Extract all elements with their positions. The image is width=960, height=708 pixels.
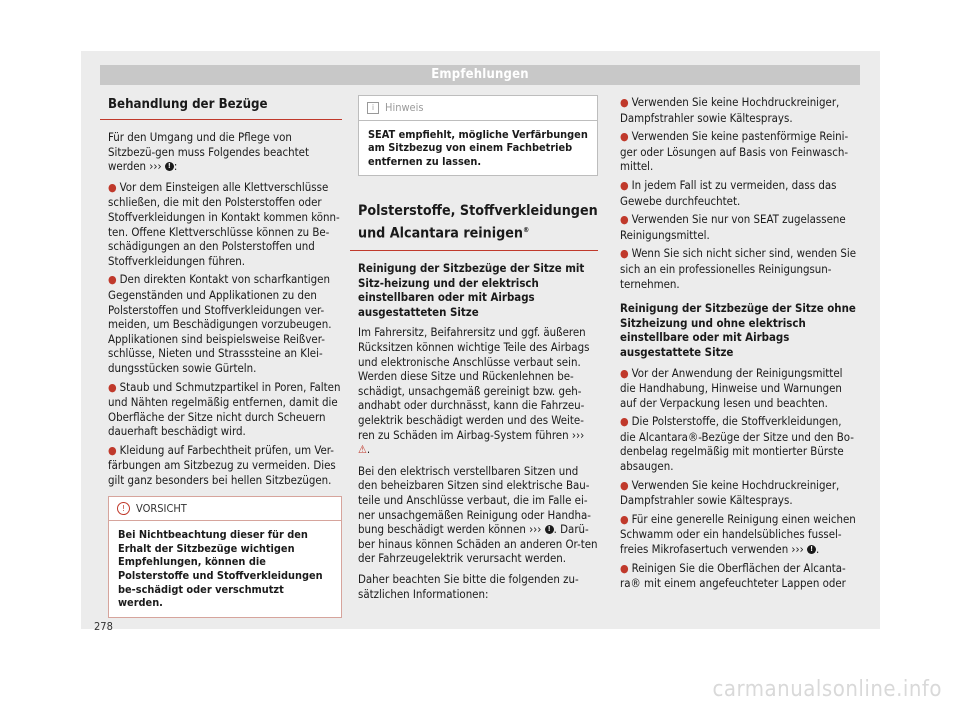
column-3 xyxy=(620,95,860,595)
header-title: Empfehlungen xyxy=(431,67,529,82)
bullet-icon: ● xyxy=(620,366,629,380)
list-item: ● Verwenden Sie keine Hochdruckreiniger, Dampfstrahler sowie Kältesprays. xyxy=(620,95,840,125)
page-number: 278 xyxy=(94,620,113,633)
paragraph: Bei den elektrisch verstellbaren Sitzen und den beheizbaren Sitzen sind elektrische Bau-teile und Anschlüsse verbaut, die im Falle ei-ner unsachgemäßen Reinigung oder Handha-bung beschädigt werden können ››› ! . Darü-ber hinaus können Schäden an anderen Or-ten der Fahrzeugelektrik verursacht werden. xyxy=(358,463,598,566)
list-item: ● Vor der Anwendung der Reinigungsmittel die Handhabung, Hinweise und Warnungen auf der Verpackung lesen und beachten. xyxy=(620,365,843,410)
column-1 xyxy=(108,95,342,618)
vorsicht-text: Bei Nichtbeachtung dieser für den Erhalt der Sitzbezüge wichtigen Empfehlungen, können die Polsterstoffe und Stoffverkleidungen be-schädigt oder verschmutzt werden. xyxy=(118,528,323,610)
hinweis-header: i Hinweis xyxy=(359,96,597,121)
section-heading-reinigen: Polsterstoffe, Stoffverkleidungen und Alcantara reinigen® xyxy=(358,203,598,243)
bullet-icon: ● xyxy=(620,178,629,192)
list-item: ● Kleidung auf Farbechtheit prüfen, um Ver-färbungen am Sitzbezug zu vermeiden. Dies gilt ganz besonders bei hellen Sitzbezügen. xyxy=(108,442,336,488)
watermark: carmanualsonline.info xyxy=(712,677,942,702)
caution-marker-icon: ! xyxy=(165,162,174,171)
list-item: ● Vor dem Einsteigen alle Klettverschlüsse schließen, die mit den Polsterstoffen oder Stoffverkleidungen in Kontakt kommen könn-ten. Offene Klettverschlüsse können zu Be-schädigungen an den Polsterstoffen und Stoffverkleidungen führen. xyxy=(108,179,340,268)
warning-triangle-icon: ⚠ xyxy=(358,443,367,457)
caution-marker-icon: ! xyxy=(545,525,554,534)
bullet-icon: ● xyxy=(620,213,629,227)
list-item: ● Verwenden Sie keine Hochdruckreiniger, Dampfstrahler sowie Kältesprays. xyxy=(620,477,840,508)
bullet-icon: ● xyxy=(620,96,629,109)
vorsicht-header: ! VORSICHT xyxy=(109,497,341,522)
bullet-icon: ● xyxy=(108,443,117,457)
bullet-icon: ● xyxy=(108,180,117,194)
list-item: ● Für eine generelle Reinigung einen weichen Schwamm oder ein handelsübliches fussel-freies Mikrofasertuch verwenden ››› ! . xyxy=(620,511,856,557)
list-item: ● Wenn Sie sich nicht sicher sind, wenden Sie sich an ein professionelles Reinigungsun-ternehmen. xyxy=(620,246,857,291)
bullet-icon: ● xyxy=(620,561,629,575)
section-heading-bezuege: Behandlung der Bezüge xyxy=(108,97,268,112)
info-icon: i xyxy=(367,102,379,114)
bullet-icon: ● xyxy=(108,273,117,287)
hinweis-box xyxy=(358,95,598,176)
bullet-icon: ● xyxy=(620,415,629,429)
list-item: ● Reinigen Sie die Oberflächen der Alcanta-ra® mit einem angefeuchteter Lappen oder xyxy=(620,560,846,591)
list-item: ● In jedem Fall ist zu vermeiden, dass das Gewebe durchfeuchtet. xyxy=(620,177,837,208)
warning-icon: ! xyxy=(117,502,130,515)
intro-paragraph: Für den Umgang und die Pflege von Sitzbezü-gen muss Folgendes beachtet werden ››› ! : xyxy=(108,130,309,174)
bullet-icon: ● xyxy=(620,130,629,144)
list-item: ● Staub und Schmutzpartikel in Poren, Falten und Nähten regelmäßig entfernen, damit die Oberfläche der Sitze nicht durch Scheuern dauerhaft beschädigt wird. xyxy=(108,379,341,439)
heading-rule xyxy=(100,119,342,120)
heading-rule xyxy=(350,250,598,251)
paragraph: Im Fahrersitz, Beifahrersitz und ggf. äußeren Rücksitzen können wichtige Teile des Airbags und elektronische Anschlüsse verbaut sein. Werden diese Sitze und Rückenlehnen be-schädigt, unsachgemäß gereinigt bzw. geh-andhabt oder durchnässt, kann die Fahrzeu-gelektrik beschädigt werden und des Weite-ren zu Schäden im Airbag-System führen ››› ⚠. xyxy=(358,325,590,457)
column-2 xyxy=(358,95,598,607)
paragraph: Daher beachten Sie bitte die folgenden zu-sätzlichen Informationen: xyxy=(358,571,579,601)
bullet-icon: ● xyxy=(620,247,629,261)
subheading: Reinigung der Sitzbezüge der Sitze mit Sitz-heizung und der elektrisch einstellbaren oder mit Airbags ausgestatteten Sitze xyxy=(358,261,585,319)
list-item: ● Den direkten Kontakt von scharfkantigen Gegenständen und Applikationen zu den Polsterstoffen und Stoffverkleidungen ver-meiden, um Beschädigungen vorzubeugen. Applikationen sind beispielsweise Reißver-schlüsse, Nieten und Strasssteine an Klei-dungsstücken sowie Gürteln. xyxy=(108,272,332,375)
vorsicht-box xyxy=(108,496,342,618)
bullet-icon: ● xyxy=(620,512,629,526)
hinweis-text: SEAT empfiehlt, mögliche Verfärbungen am Sitzbezug von einem Fachbetrieb entfernen zu lassen. xyxy=(368,127,588,168)
bullet-icon: ● xyxy=(620,478,629,492)
bullet-icon: ● xyxy=(108,380,117,394)
caution-marker-icon: ! xyxy=(807,545,816,554)
subheading: Reinigung der Sitzbezüge der Sitze ohne Sitzheizung und ohne elektrisch einstellbare oder mit Airbags ausgestattete Sitze xyxy=(620,301,856,359)
list-item: ● Verwenden Sie keine pastenförmige Reini-ger oder Lösungen auf Basis von Feinwasch-mittel. xyxy=(620,129,849,174)
list-item: ● Die Polsterstoffe, die Stoffverkleidungen, die Alcantara®-Bezüge der Sitze und den Bo-denbelag regelmäßig mit montierter Bürste absaugen. xyxy=(620,414,854,474)
list-item: ● Verwenden Sie nur von SEAT zugelassene Reinigungsmittel. xyxy=(620,212,846,242)
